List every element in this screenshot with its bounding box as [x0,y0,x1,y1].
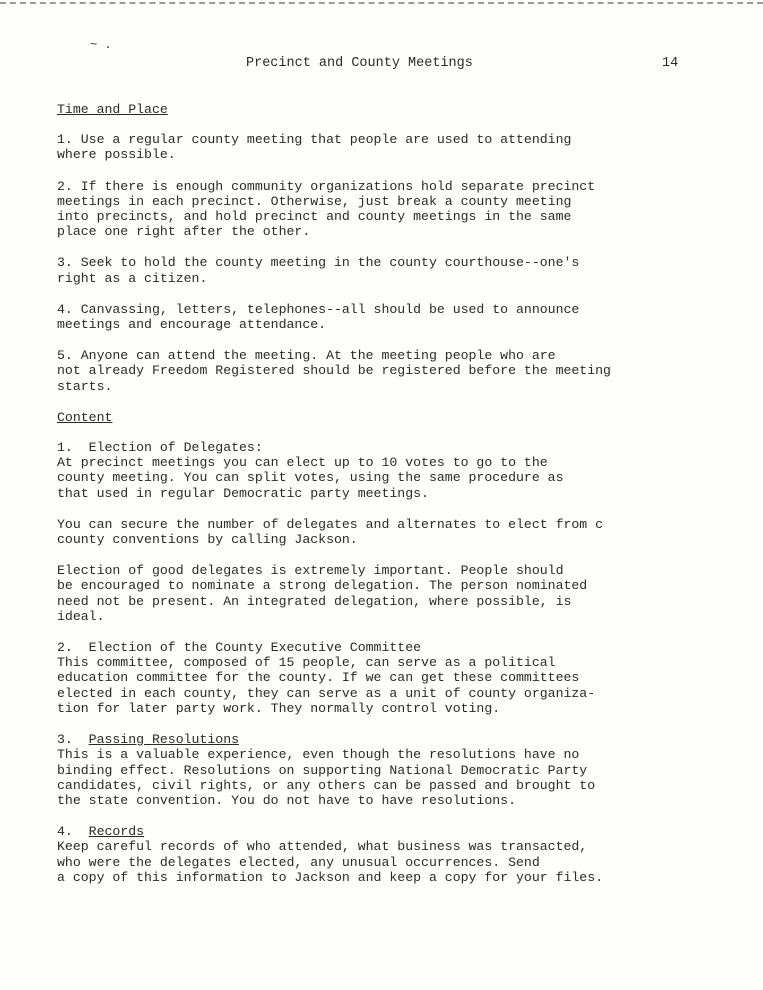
item-title-line [57,824,707,839]
corner-mark: ~ . [90,38,112,52]
item-title-line [57,732,707,747]
paragraph-election-importance: Election of good delegates is extremely important. People should be encouraged to nominate a strong delegation. The person nominated need not be present. An integrated delegation, where possible, is ideal. [57,563,588,624]
item-title: 1. Election of Delegates: [57,440,263,456]
item-body: At precinct meetings you can elect up to 10 votes to go to the county meeting. You can split votes, using the same procedure as that used in regular Democratic party meetings. [57,455,564,501]
top-border-line [0,2,763,4]
page-title: Precinct and County Meetings [246,56,473,71]
page-header [0,56,763,76]
content-item-executive-committee [57,640,707,716]
item-body: This is a valuable experience, even though the resolutions have no binding effect. Resolutions on supporting National Democratic Party candidates, civil rights, or any others can be passed and brought to the state convention. You do not have to have resolutions. [57,747,596,808]
time-place-item-1: 1. Use a regular county meeting that people are used to attending where possible. [57,132,572,163]
section-heading-time-and-place: Time and Place [57,102,168,117]
item-title: 2. Election of the County Executive Committee [57,640,422,656]
item-body: This committee, composed of 15 people, can serve as a political education committee for the county. If we can get these committees elected in each county, they can serve as a unit of county organiza- tion for later party work. They normally control voting. [57,655,596,716]
time-place-item-4: 4. Canvassing, letters, telephones--all should be used to announce meetings and encourage attendance. [57,301,580,333]
page-number: 14 [662,56,679,71]
time-place-item-3: 3. Seek to hold the county meeting in the county courthouse--one's right as a citizen. [57,255,580,286]
section-heading-content: Content [57,409,113,425]
paragraph-secure-delegates: You can secure the number of delegates and alternates to elect from c county conventions by calling Jackson. [57,516,604,548]
content-item-records [57,824,707,885]
item-title: Passing Resolutions [88,732,240,748]
time-place-item-5: 5. Anyone can attend the meeting. At the meeting people who are not already Freedom Registered should be registered before the meeting starts. [57,348,611,394]
content-item-delegates [57,440,707,501]
item-number: 3. [57,732,89,748]
document-body [57,102,707,901]
item-number: 4. [57,824,89,840]
time-place-item-2: 2. If there is enough community organizations hold separate precinct meetings in each precinct. Otherwise, just break a county meeting into precincts, and hold precinct and county meetings in the same place one right after the other. [57,178,596,240]
item-title: Records [88,824,145,840]
content-item-resolutions [57,732,707,808]
item-body: Keep careful records of who attended, what business was transacted, who were the delegates elected, any unusual occurrences. Send a copy of this information to Jackson and keep a copy for your files. [57,839,604,885]
